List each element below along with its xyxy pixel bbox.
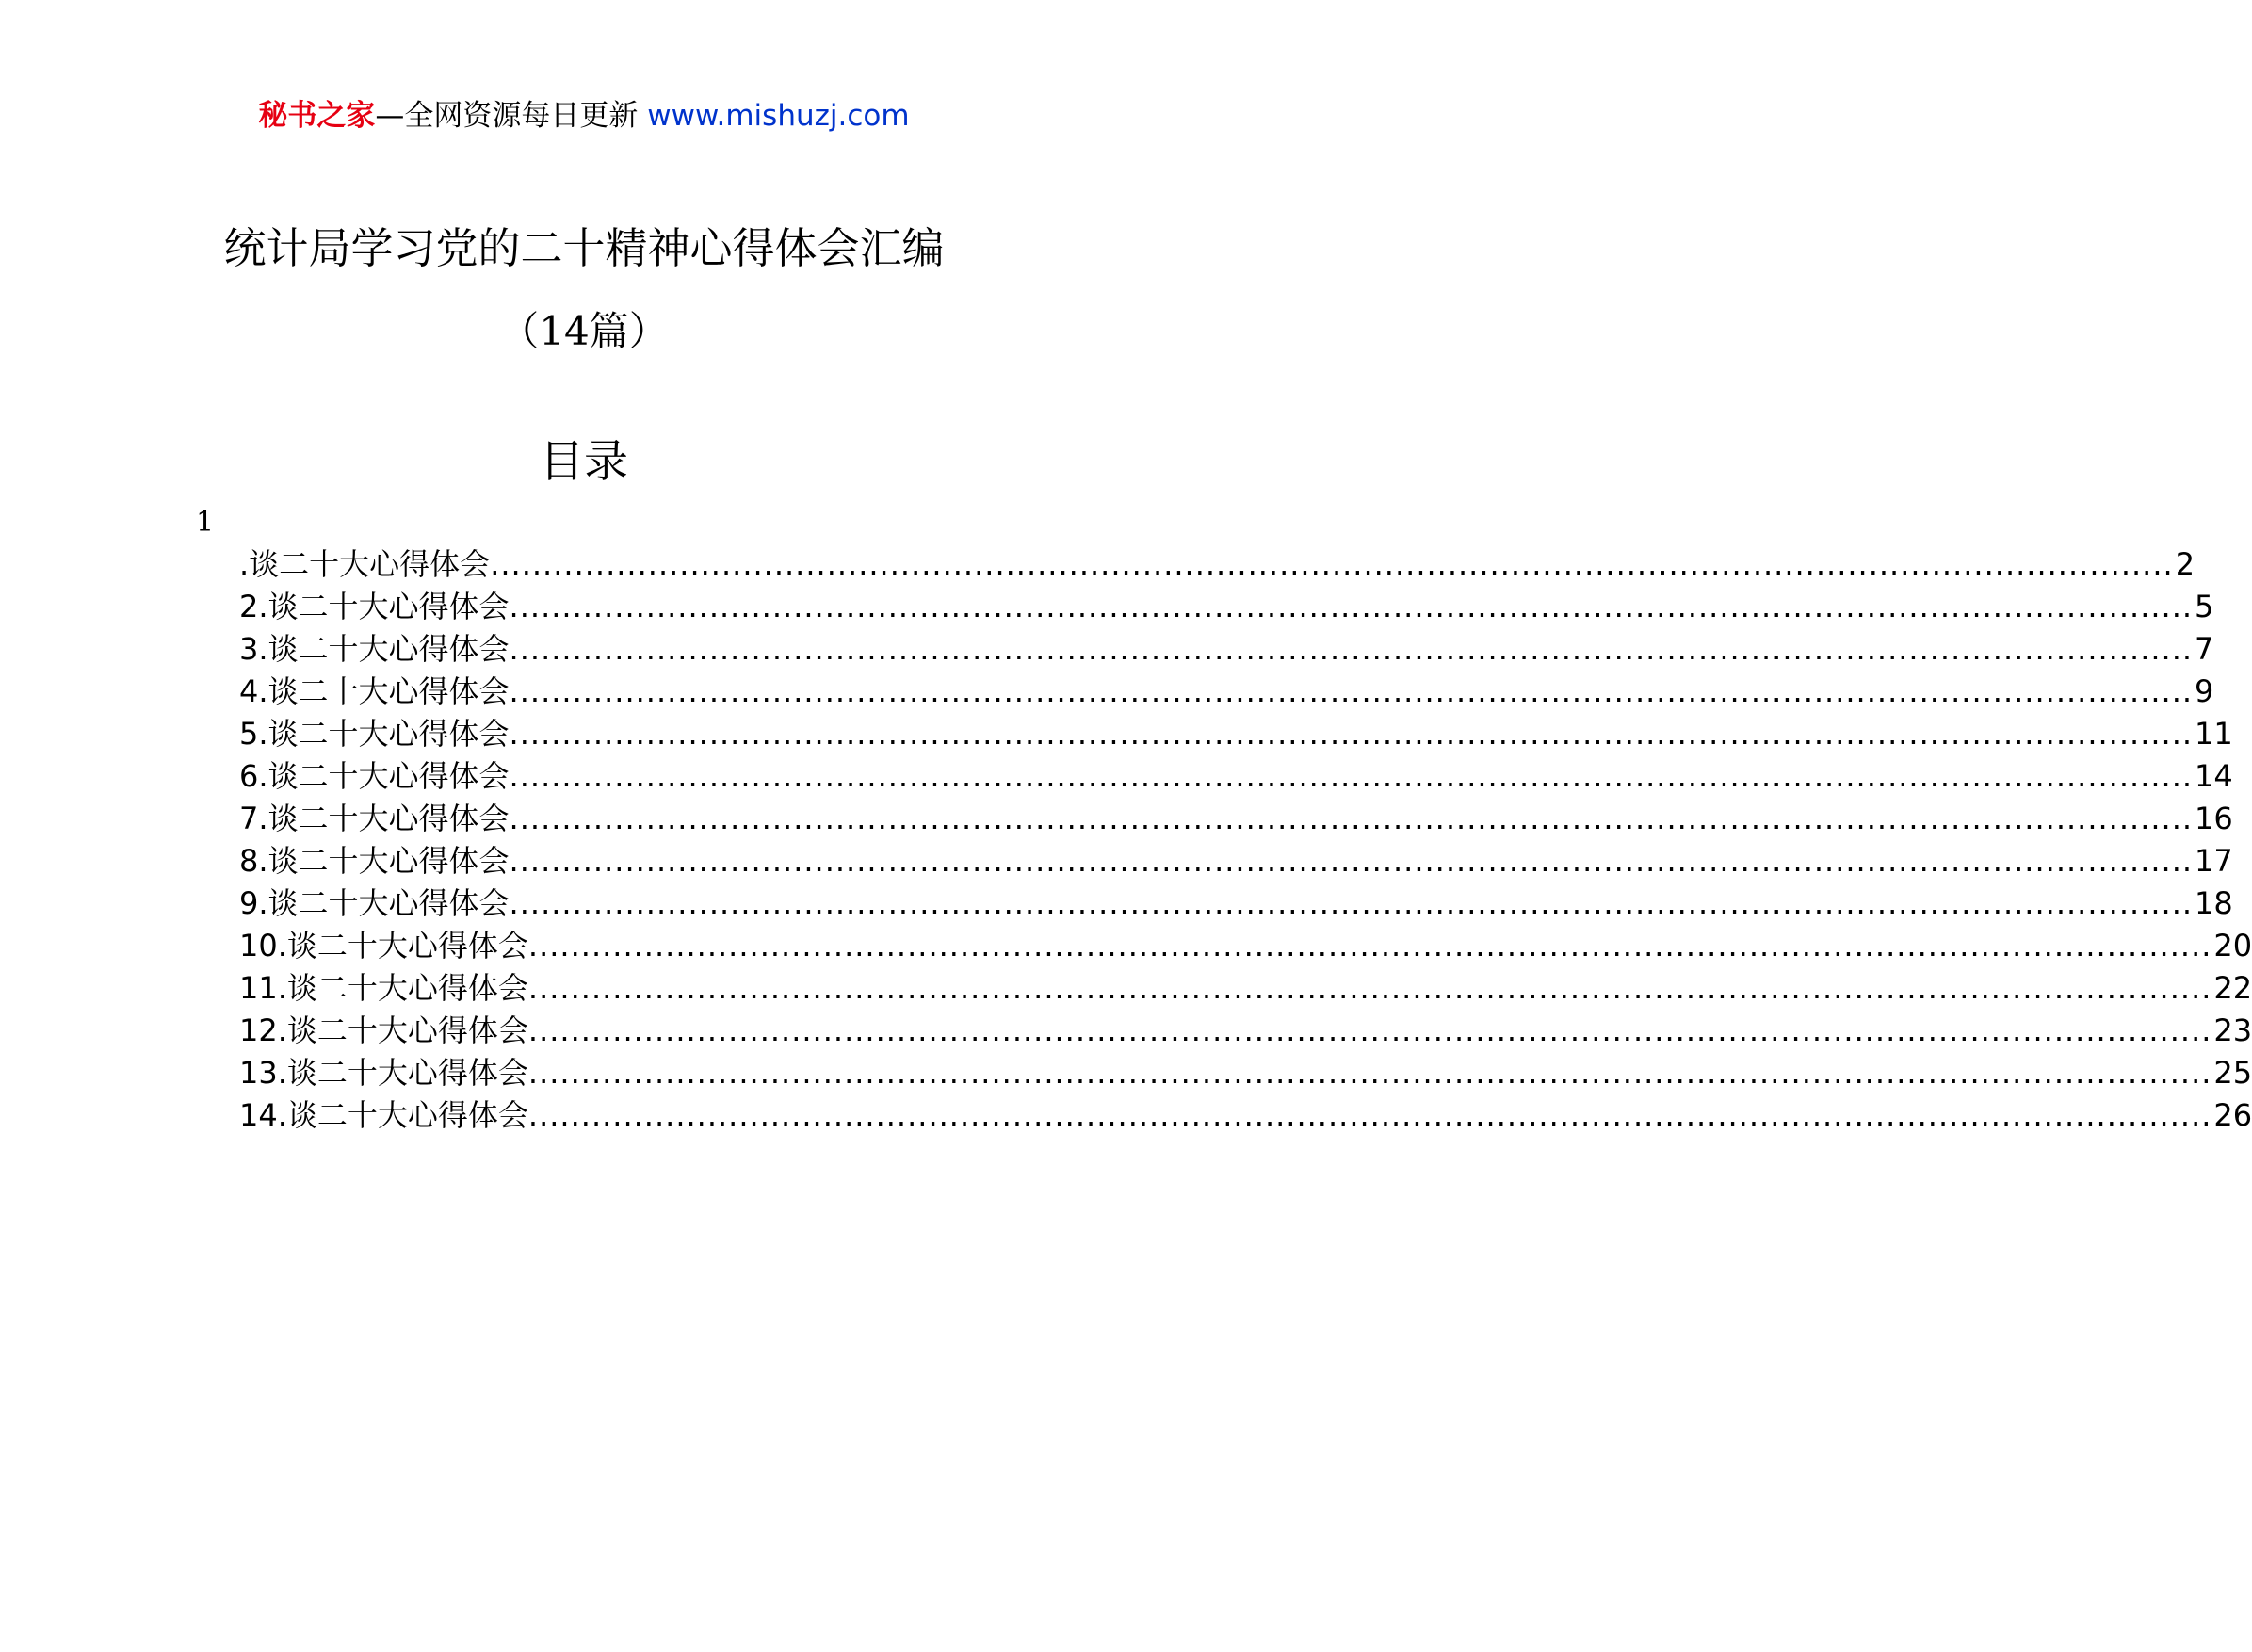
- toc-entry-label: 9.谈二十大心得体会: [239, 885, 510, 921]
- toc-entry-page: 17: [2195, 843, 2233, 879]
- toc-entry-label: 7.谈二十大心得体会: [239, 801, 510, 836]
- toc-dot-leader: ................................................................................................................................................................: [527, 1055, 2212, 1091]
- document-subtitle: [0, 303, 1168, 360]
- site-header: [0, 94, 1168, 138]
- document-title: 统计局学习党的二十精神心得体会汇编: [223, 223, 945, 273]
- toc-entry-label: 6.谈二十大心得体会: [239, 758, 510, 794]
- toc-entry-label: 8.谈二十大心得体会: [239, 843, 510, 879]
- toc-dot-leader: ................................................................................................................................................................: [527, 928, 2212, 964]
- toc-entry-page: 2: [2175, 546, 2195, 582]
- site-url-link[interactable]: www.mishuzj.com: [647, 99, 910, 133]
- toc-dot-leader: ................................................................................................................................................................: [527, 1012, 2212, 1048]
- toc-entry-page: 23: [2213, 1012, 2252, 1048]
- toc-entry-page: 22: [2213, 970, 2252, 1006]
- toc-entry-label: 2.谈二十大心得体会: [239, 589, 510, 624]
- toc-entry-page: 18: [2195, 885, 2233, 921]
- toc-entry-label: 4.谈二十大心得体会: [239, 673, 510, 709]
- toc-dot-leader: ................................................................................................................................................................: [509, 631, 2194, 667]
- toc-entry-page: 9: [2195, 673, 2214, 709]
- brand-name: 秘书之家: [258, 99, 376, 133]
- toc-entry-label: 11.谈二十大心得体会: [239, 970, 528, 1006]
- toc-lead-number: 1: [196, 506, 215, 539]
- toc-dot-leader: ................................................................................................................................................................: [490, 546, 2174, 582]
- toc-entry-page: 25: [2213, 1055, 2252, 1091]
- toc-entry-label: 3.谈二十大心得体会: [239, 631, 510, 667]
- toc-entry[interactable]: [239, 883, 2233, 925]
- toc-entry[interactable]: [239, 713, 2233, 755]
- header-slogan: —全网资源每日更新: [375, 99, 639, 133]
- toc-entry-label: 14.谈二十大心得体会: [239, 1097, 528, 1133]
- subtitle-open-paren: （: [499, 308, 540, 354]
- toc-entry-label: 13.谈二十大心得体会: [239, 1055, 528, 1091]
- toc-dot-leader: ................................................................................................................................................................: [509, 716, 2194, 752]
- toc-dot-leader: ................................................................................................................................................................: [509, 801, 2194, 836]
- toc-entry[interactable]: [239, 543, 2195, 586]
- toc-heading: 目录: [540, 436, 628, 488]
- toc-entry-label: 5.谈二十大心得体会: [239, 716, 510, 752]
- table-of-contents: [239, 543, 2252, 1137]
- toc-entry-page: 26: [2213, 1097, 2252, 1133]
- toc-entry-page: 16: [2195, 801, 2233, 836]
- toc-entry[interactable]: [239, 1052, 2252, 1094]
- toc-entry[interactable]: [239, 925, 2252, 967]
- toc-entry-page: 14: [2195, 758, 2233, 794]
- subtitle-count: 14: [539, 308, 590, 354]
- toc-dot-leader: ................................................................................................................................................................: [509, 843, 2194, 879]
- toc-entry[interactable]: [239, 1094, 2252, 1137]
- toc-entry[interactable]: [239, 671, 2214, 713]
- toc-entry[interactable]: [239, 967, 2252, 1010]
- toc-entry-page: 7: [2195, 631, 2214, 667]
- toc-entry-label: 12.谈二十大心得体会: [239, 1012, 528, 1048]
- toc-entry-label: .谈二十大心得体会: [239, 546, 491, 582]
- subtitle-close-paren: ）: [628, 308, 669, 354]
- toc-entry[interactable]: [239, 628, 2214, 671]
- toc-entry[interactable]: [239, 1010, 2252, 1052]
- toc-dot-leader: ................................................................................................................................................................: [509, 673, 2194, 709]
- toc-entry[interactable]: [239, 586, 2214, 628]
- toc-dot-leader: ................................................................................................................................................................: [509, 885, 2194, 921]
- toc-entry-page: 20: [2213, 928, 2252, 964]
- toc-dot-leader: ................................................................................................................................................................: [527, 970, 2212, 1006]
- toc-entry-page: 5: [2195, 589, 2214, 624]
- toc-entry[interactable]: [239, 755, 2233, 798]
- toc-entry[interactable]: [239, 798, 2233, 840]
- toc-entry-page: 11: [2195, 716, 2233, 752]
- toc-entry-label: 10.谈二十大心得体会: [239, 928, 528, 964]
- toc-dot-leader: ................................................................................................................................................................: [527, 1097, 2212, 1133]
- toc-dot-leader: ................................................................................................................................................................: [509, 589, 2194, 624]
- subtitle-unit: 篇: [589, 308, 629, 354]
- toc-dot-leader: ................................................................................................................................................................: [509, 758, 2194, 794]
- toc-entry[interactable]: [239, 840, 2233, 883]
